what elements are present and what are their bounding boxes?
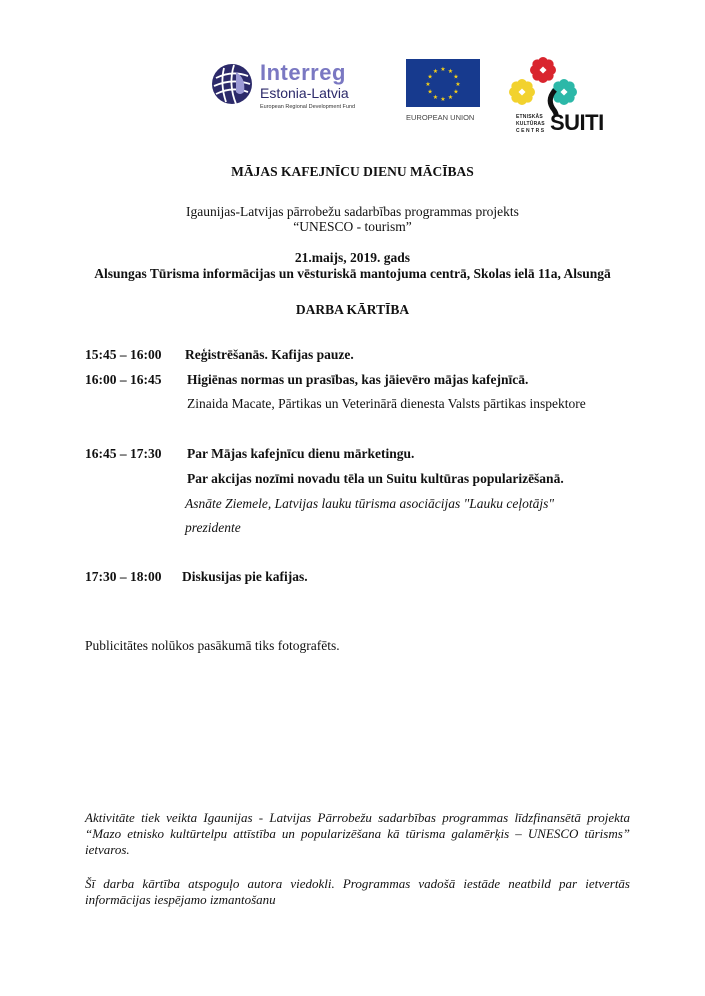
- agenda-topic: Par Mājas kafejnīcu dienu mārketingu.: [187, 446, 415, 461]
- agenda-topic: Diskusijas pie kafijas.: [182, 569, 308, 584]
- interreg-fund: European Regional Development Fund: [260, 104, 356, 110]
- eu-star-icon: ★: [432, 94, 439, 101]
- eu-star-icon: ★: [453, 74, 459, 81]
- eu-star-icon: ★: [440, 67, 446, 73]
- agenda-topic: Par akcijas nozīmi novadu tēla un Suitu kultūras popularizēšanā.: [187, 471, 564, 486]
- eu-star-icon: ★: [453, 89, 459, 96]
- eu-star-icon: ★: [455, 82, 461, 88]
- event-date: 21.maijs, 2019. gads: [294, 250, 411, 265]
- funding-note: Aktivitāte tiek veikta Igaunijas - Latvijas Pārrobežu sadarbības programmas līdzfinansētā projekta “Mazo etnisko kultūrtelpu attīstība un popularizēšana kā tūrisma galamērķis – UNESCO tūrisms” ietvaros.: [85, 810, 630, 857]
- interreg-title: Interreg: [260, 60, 346, 85]
- agenda-time: 17:30 – 18:00: [85, 569, 162, 584]
- suiti-line1: ETNISKĀS: [516, 114, 543, 120]
- eu-star-icon: ★: [432, 69, 439, 76]
- eu-star-icon: ★: [425, 82, 431, 88]
- agenda-speaker: Zinaida Macate, Pārtikas un Veterinārā dienesta Valsts pārtikas inspektore: [187, 396, 586, 411]
- disclaimer: Šī darba kārtība atspoguļo autora viedokli. Programmas vadošā iestāde neatbild par ietvertās informācijas iespējamo izmantošanu: [85, 876, 630, 907]
- eu-star-icon: ★: [427, 89, 433, 96]
- publicity-notice: Publicitātes nolūkos pasākumā tiks fotografēts.: [85, 638, 340, 653]
- logo-bar: [0, 52, 705, 142]
- interreg-subtitle: Estonia-Latvia: [260, 85, 349, 101]
- agenda-heading: DARBA KĀRTĪBA: [295, 302, 410, 317]
- suiti-logo: [506, 56, 606, 136]
- interreg-logo: [210, 60, 380, 120]
- eu-star-icon: ★: [427, 74, 433, 81]
- eu-star-icon: ★: [447, 69, 454, 76]
- eu-label: EUROPEAN UNION: [406, 113, 475, 122]
- agenda-time: 15:45 – 16:00: [85, 347, 162, 362]
- eu-logo: [406, 59, 482, 122]
- agenda-time: 16:00 – 16:45: [85, 372, 162, 387]
- document-title: MĀJAS KAFEJNĪCU DIENU MĀCĪBAS: [231, 164, 474, 179]
- agenda-speaker: Asnāte Ziemele, Latvijas lauku tūrisma asociācijas "Lauku ceļotājs": [185, 496, 555, 511]
- agenda-time: 16:45 – 17:30: [85, 446, 162, 461]
- suiti-line3: CENTRS: [516, 128, 546, 134]
- event-venue: Alsungas Tūrisma informācijas un vēsturiskā mantojuma centrā, Skolas ielā 11a, Alsungā: [94, 266, 611, 281]
- agenda-speaker: prezidente: [185, 520, 241, 535]
- agenda-topic: Reģistrēšanās. Kafijas pauze.: [185, 347, 354, 362]
- suiti-word: SUITI: [550, 110, 604, 135]
- interreg-globe-icon: [210, 62, 254, 106]
- eu-flag-icon: [406, 59, 480, 107]
- eu-star-icon: ★: [440, 97, 446, 103]
- eu-star-icon: ★: [447, 94, 454, 101]
- suiti-flowers-icon: [506, 56, 606, 116]
- suiti-line2: KULTŪRAS: [516, 121, 545, 127]
- agenda-topic: Higiēnas normas un prasības, kas jāievēro mājas kafejnīcā.: [187, 372, 529, 387]
- program-line: Igaunijas-Latvijas pārrobežu sadarbības programmas projekts: [186, 204, 519, 219]
- project-name: “UNESCO - tourism”: [293, 219, 412, 234]
